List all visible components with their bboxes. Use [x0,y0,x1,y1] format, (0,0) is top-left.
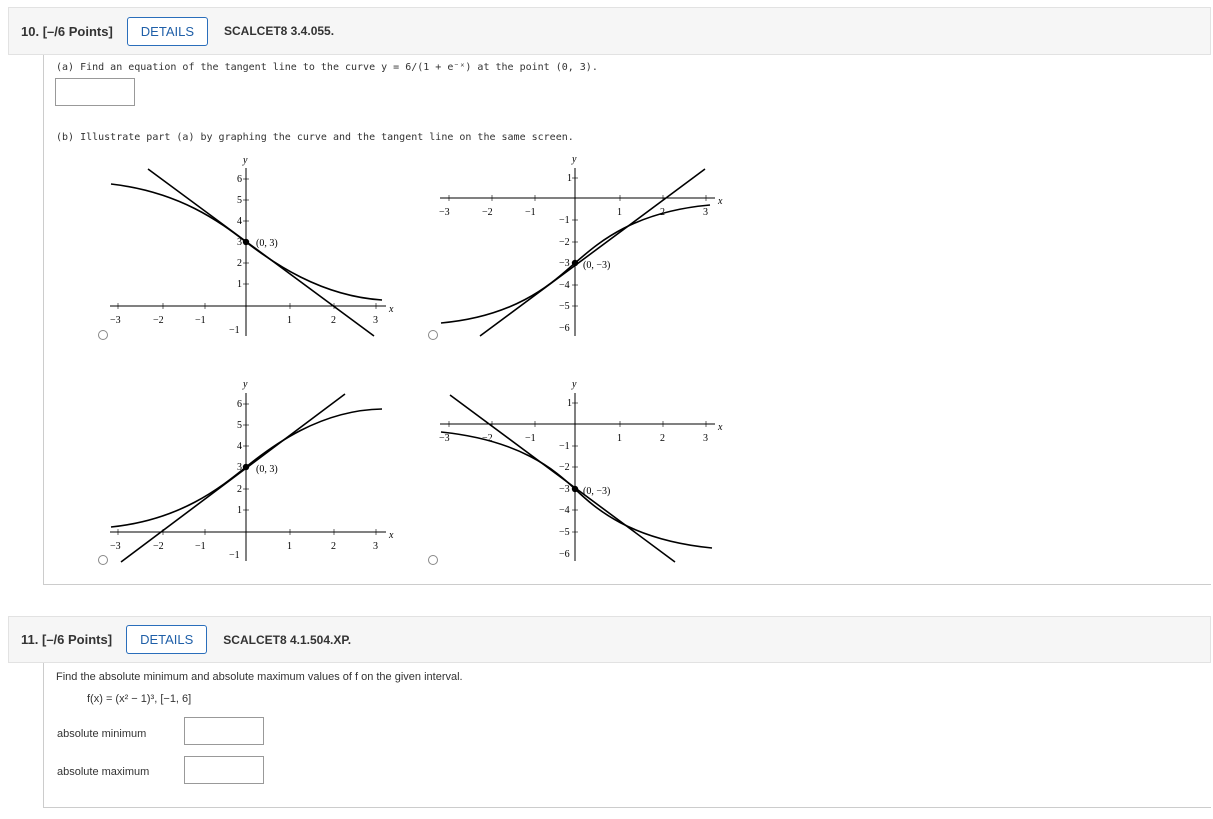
svg-text:2: 2 [237,484,242,495]
details-button-q10[interactable]: DETAILS [127,17,208,46]
svg-text:−1: −1 [525,207,536,218]
svg-text:3: 3 [703,207,708,218]
svg-text:(0, 3): (0, 3) [256,464,278,475]
svg-text:−1: −1 [229,550,240,561]
svg-text:−3: −3 [439,433,450,444]
details-button-q11[interactable]: DETAILS [126,625,207,654]
question-10-code: SCALCET8 3.4.055. [224,24,335,38]
svg-text:−2: −2 [559,462,570,473]
graph-option-2 [430,150,740,340]
part-a-text: (a) Find an equation of the tangent line to the curve y = 6/(1 + e⁻ˣ) at the point (0, 3). [56,62,598,73]
svg-text:x: x [389,530,394,541]
svg-text:4: 4 [237,441,242,452]
svg-text:2: 2 [237,258,242,269]
svg-text:−1: −1 [195,315,206,326]
y-axis-label: y [243,155,248,166]
svg-text:−3: −3 [559,484,570,495]
svg-text:1: 1 [567,173,572,184]
svg-text:1: 1 [287,541,292,552]
svg-text:y: y [572,154,577,165]
svg-text:3: 3 [373,315,378,326]
svg-text:2: 2 [660,207,665,218]
svg-text:−2: −2 [153,315,164,326]
svg-text:6: 6 [237,174,242,185]
svg-text:−2: −2 [559,237,570,248]
svg-text:(0, −3): (0, −3) [583,260,611,271]
point-label: (0, 3) [256,238,278,249]
svg-text:−1: −1 [229,325,240,336]
q11-prompt: Find the absolute minimum and absolute maximum values of f on the given interval. [56,671,463,683]
svg-text:y: y [572,379,577,390]
svg-text:3: 3 [703,433,708,444]
svg-text:3: 3 [373,541,378,552]
svg-text:1: 1 [287,315,292,326]
svg-text:3: 3 [237,462,242,473]
svg-text:−1: −1 [195,541,206,552]
svg-text:1: 1 [617,433,622,444]
svg-text:y: y [243,379,248,390]
graph-option-1 [100,150,410,340]
svg-text:−1: −1 [525,433,536,444]
tangent-line-answer-input[interactable] [55,78,135,106]
svg-text:2: 2 [331,541,336,552]
svg-text:−3: −3 [110,315,121,326]
part-b-text: (b) Illustrate part (a) by graphing the curve and the tangent line on the same screen. [56,132,574,143]
absolute-maximum-label: absolute maximum [57,766,150,778]
graph-option-3 [100,375,410,565]
svg-text:5: 5 [237,420,242,431]
svg-text:−6: −6 [559,323,570,334]
question-10-points: 10. [–/6 Points] [21,23,113,39]
svg-text:x: x [718,422,723,433]
q11-function: f(x) = (x² − 1)³, [−1, 6] [87,693,192,705]
absolute-minimum-label: absolute minimum [57,728,147,740]
svg-text:−4: −4 [559,280,570,291]
svg-text:4: 4 [237,216,242,227]
question-10-header [8,7,1211,55]
svg-text:−4: −4 [559,505,570,516]
question-11-points: 11. [–/6 Points] [21,632,113,647]
svg-text:x: x [718,196,723,207]
svg-text:−2: −2 [153,541,164,552]
absolute-minimum-input[interactable] [184,717,264,745]
svg-text:−3: −3 [559,258,570,269]
svg-text:−3: −3 [110,541,121,552]
question-11-code: SCALCET8 4.1.504.XP. [223,632,352,647]
svg-text:−5: −5 [559,527,570,538]
svg-text:(0, −3): (0, −3) [583,486,611,497]
svg-text:−5: −5 [559,301,570,312]
svg-text:3: 3 [237,237,242,248]
x-axis-label: x [389,304,394,315]
svg-text:−2: −2 [482,207,493,218]
svg-text:1: 1 [237,279,242,290]
svg-text:5: 5 [237,195,242,206]
svg-text:6: 6 [237,399,242,410]
svg-text:1: 1 [617,207,622,218]
svg-text:1: 1 [567,398,572,409]
svg-text:−2: −2 [482,433,493,444]
svg-text:2: 2 [331,315,336,326]
graph-option-4 [430,375,740,565]
svg-text:2: 2 [660,433,665,444]
question-11-header [8,616,1211,663]
svg-text:−1: −1 [559,215,570,226]
svg-text:1: 1 [237,505,242,516]
svg-text:−3: −3 [439,207,450,218]
absolute-maximum-input[interactable] [184,756,264,784]
svg-text:−1: −1 [559,441,570,452]
svg-text:−6: −6 [559,549,570,560]
